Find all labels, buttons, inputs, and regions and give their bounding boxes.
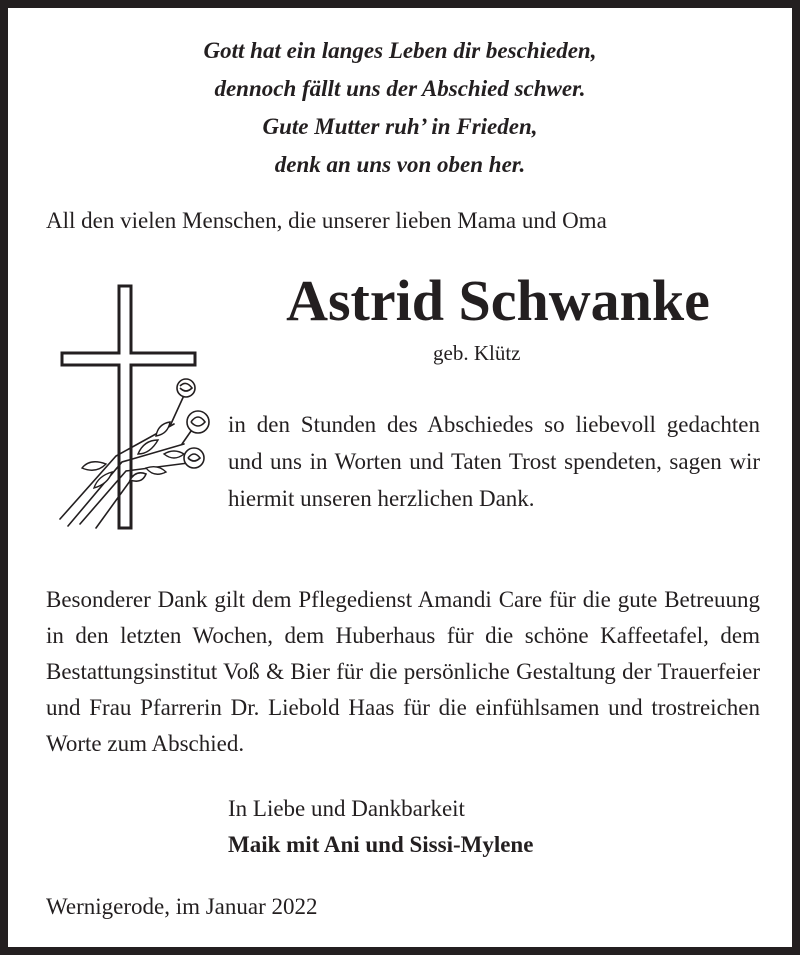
poem-line: dennoch fällt uns der Abschied schwer. <box>214 76 586 101</box>
signers: Maik mit Ani und Sissi-Mylene <box>228 832 534 857</box>
deceased-name: Astrid Schwanke <box>286 268 710 333</box>
closing-block <box>228 791 533 863</box>
closing-line: In Liebe und Dankbarkeit <box>228 796 465 821</box>
poem-line: Gute Mutter ruh’ in Frieden, <box>262 114 538 139</box>
maiden-name: geb. Klütz <box>433 341 521 365</box>
thanks-paragraph: in den Stunden des Abschiedes so liebevoll gedachten und uns in Worten und Taten Trost spendeten, sagen wir hiermit unseren herzlichen Dank. <box>228 412 760 511</box>
intro-text: All den vielen Menschen, die unserer lieben Mama und Oma <box>46 208 607 233</box>
poem-line: denk an uns von oben her. <box>274 152 526 177</box>
cross-with-roses-icon <box>46 276 226 541</box>
special-thanks-paragraph: Besonderer Dank gilt dem Pflegedienst Amandi Care für die gute Betreuung in den letzten Wochen, dem Huberhaus für die schöne Kaffeetafel, dem Bestattungsinstitut Voß & Bier für die persönliche Gestaltung der Trauerfeier und Frau Pfarrerin Dr. Liebold Haas für die einfühlsamen und trostreichen Worte zum Abschied. <box>46 587 760 756</box>
poem-verse <box>8 32 792 184</box>
place-date: Wernigerode, im Januar 2022 <box>46 894 318 919</box>
poem-line: Gott hat ein langes Leben dir beschieden, <box>203 38 597 63</box>
